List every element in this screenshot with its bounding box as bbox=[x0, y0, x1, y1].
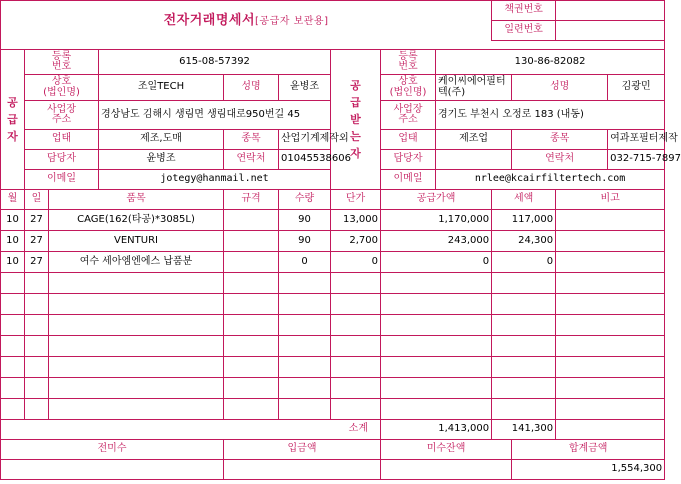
item-spec bbox=[224, 357, 279, 378]
item-qty: 0 bbox=[279, 252, 331, 273]
item-month bbox=[1, 357, 25, 378]
item-supply bbox=[381, 273, 492, 294]
item-spec bbox=[224, 273, 279, 294]
balance-label: 미수잔액 bbox=[381, 440, 512, 460]
item-spec bbox=[224, 378, 279, 399]
item-month bbox=[1, 336, 25, 357]
col-price: 단가 bbox=[331, 190, 381, 210]
buyer-addr: 경기도 부천시 오정로 183 (내동) bbox=[436, 101, 665, 130]
item-qty bbox=[279, 378, 331, 399]
item-month bbox=[1, 315, 25, 336]
item-price bbox=[331, 336, 381, 357]
buyer-name: 케이씨에어필터텍(주) bbox=[436, 75, 512, 101]
item-price: 2,700 bbox=[331, 231, 381, 252]
item-spec bbox=[224, 210, 279, 231]
item-name: CAGE(162(타공)*3085L) bbox=[49, 210, 224, 231]
item-day bbox=[25, 273, 49, 294]
buyer-addr-label: 사업장 주소 bbox=[381, 101, 436, 130]
item-month: 10 bbox=[1, 231, 25, 252]
item-name bbox=[49, 357, 224, 378]
table-row bbox=[1, 336, 665, 357]
item-qty bbox=[279, 315, 331, 336]
col-item-name: 품목 bbox=[49, 190, 224, 210]
item-tax: 0 bbox=[492, 252, 556, 273]
supplier-type-label: 업태 bbox=[25, 130, 99, 150]
item-note bbox=[556, 273, 665, 294]
buyer-email-label: 이메일 bbox=[381, 170, 436, 190]
item-spec bbox=[224, 399, 279, 420]
buyer-type: 제조업 bbox=[436, 130, 512, 150]
table-row bbox=[1, 357, 665, 378]
item-day: 27 bbox=[25, 252, 49, 273]
item-spec bbox=[224, 336, 279, 357]
item-day bbox=[25, 357, 49, 378]
item-name bbox=[49, 378, 224, 399]
item-tax bbox=[492, 273, 556, 294]
col-supply: 공급가액 bbox=[381, 190, 492, 210]
supplier-phone: 01045538606 bbox=[279, 150, 331, 170]
item-tax: 24,300 bbox=[492, 231, 556, 252]
buyer-person-label: 담당자 bbox=[381, 150, 436, 170]
item-price bbox=[331, 273, 381, 294]
item-month bbox=[1, 294, 25, 315]
item-month: 10 bbox=[1, 252, 25, 273]
supplier-email-label: 이메일 bbox=[25, 170, 99, 190]
total-value: 1,554,300 bbox=[512, 460, 665, 480]
item-day bbox=[25, 378, 49, 399]
supplier-addr-label: 사업장 주소 bbox=[25, 101, 99, 130]
item-spec bbox=[224, 315, 279, 336]
balance-value bbox=[381, 460, 512, 480]
item-name bbox=[49, 336, 224, 357]
item-qty bbox=[279, 357, 331, 378]
subtotal-label: 소계 bbox=[1, 420, 381, 440]
supplier-reg-label: 등록 번호 bbox=[25, 50, 99, 75]
subtotal-tax: 141,300 bbox=[492, 420, 556, 440]
table-row bbox=[1, 210, 665, 231]
item-supply: 0 bbox=[381, 252, 492, 273]
item-day bbox=[25, 399, 49, 420]
item-supply bbox=[381, 378, 492, 399]
col-tax: 세액 bbox=[492, 190, 556, 210]
item-spec bbox=[224, 231, 279, 252]
deposit-label: 입금액 bbox=[224, 440, 381, 460]
book-no-value bbox=[556, 1, 665, 21]
item-note bbox=[556, 399, 665, 420]
item-qty bbox=[279, 273, 331, 294]
table-row bbox=[1, 273, 665, 294]
item-tax bbox=[492, 378, 556, 399]
buyer-phone-label: 연락처 bbox=[512, 150, 608, 170]
buyer-person bbox=[436, 150, 512, 170]
col-month: 월 bbox=[1, 190, 25, 210]
buyer-name-label: 상호 (법인명) bbox=[381, 75, 436, 101]
item-price bbox=[331, 378, 381, 399]
item-supply bbox=[381, 294, 492, 315]
item-supply bbox=[381, 315, 492, 336]
item-note bbox=[556, 378, 665, 399]
buyer-item: 여과포필터제작 bbox=[608, 130, 665, 150]
buyer-side-label: 공 급 받 는 자 bbox=[331, 50, 381, 190]
item-name: VENTURI bbox=[49, 231, 224, 252]
item-tax: 117,000 bbox=[492, 210, 556, 231]
document-title bbox=[1, 1, 492, 41]
item-qty: 90 bbox=[279, 231, 331, 252]
item-note bbox=[556, 315, 665, 336]
item-day bbox=[25, 294, 49, 315]
table-row bbox=[1, 231, 665, 252]
item-tax bbox=[492, 399, 556, 420]
item-tax bbox=[492, 357, 556, 378]
buyer-phone: 032-715-7897 bbox=[608, 150, 665, 170]
item-name bbox=[49, 273, 224, 294]
table-row bbox=[1, 378, 665, 399]
supplier-email: jotegy@hanmail.net bbox=[99, 170, 331, 190]
item-rows bbox=[1, 210, 665, 420]
item-note bbox=[556, 231, 665, 252]
col-day: 일 bbox=[25, 190, 49, 210]
supplier-phone-label: 연락처 bbox=[224, 150, 279, 170]
col-note: 비고 bbox=[556, 190, 665, 210]
supplier-type: 제조,도매 bbox=[99, 130, 224, 150]
item-day bbox=[25, 315, 49, 336]
supplier-side-label: 공 급 자 bbox=[1, 50, 25, 190]
supplier-item: 산업기계제작외 bbox=[279, 130, 331, 150]
supplier-item-label: 종목 bbox=[224, 130, 279, 150]
supplier-rep: 윤병조 bbox=[279, 75, 331, 101]
item-day bbox=[25, 336, 49, 357]
item-price: 13,000 bbox=[331, 210, 381, 231]
title-sub: [공급자 보관용] bbox=[255, 15, 329, 27]
item-month bbox=[1, 399, 25, 420]
supplier-name: 조일TECH bbox=[99, 75, 224, 101]
buyer-reg-label: 등록 번호 bbox=[381, 50, 436, 75]
item-note bbox=[556, 210, 665, 231]
book-no-label: 책권번호 bbox=[492, 1, 556, 21]
buyer-type-label: 업태 bbox=[381, 130, 436, 150]
item-qty bbox=[279, 336, 331, 357]
item-price bbox=[331, 315, 381, 336]
item-note bbox=[556, 252, 665, 273]
supplier-name-label: 상호 (법인명) bbox=[25, 75, 99, 101]
total-label: 합계금액 bbox=[512, 440, 665, 460]
unpaid-label: 전미수 bbox=[1, 440, 224, 460]
item-tax bbox=[492, 294, 556, 315]
item-note bbox=[556, 336, 665, 357]
serial-no-label: 일련번호 bbox=[492, 21, 556, 41]
deposit-value bbox=[224, 460, 381, 480]
serial-no-value bbox=[556, 21, 665, 41]
buyer-email: nrlee@kcairfiltertech.com bbox=[436, 170, 665, 190]
item-name bbox=[49, 315, 224, 336]
buyer-rep: 김광민 bbox=[608, 75, 665, 101]
item-supply: 1,170,000 bbox=[381, 210, 492, 231]
supplier-person: 윤병조 bbox=[99, 150, 224, 170]
unpaid-value bbox=[1, 460, 224, 480]
buyer-reg-no: 130-86-82082 bbox=[436, 50, 665, 75]
subtotal-supply: 1,413,000 bbox=[381, 420, 492, 440]
item-month bbox=[1, 378, 25, 399]
buyer-rep-label: 성명 bbox=[512, 75, 608, 101]
item-spec bbox=[224, 252, 279, 273]
item-day: 27 bbox=[25, 210, 49, 231]
table-row bbox=[1, 294, 665, 315]
item-supply bbox=[381, 336, 492, 357]
item-qty: 90 bbox=[279, 210, 331, 231]
item-supply bbox=[381, 399, 492, 420]
table-row bbox=[1, 399, 665, 420]
item-tax bbox=[492, 315, 556, 336]
col-qty: 수량 bbox=[279, 190, 331, 210]
item-name bbox=[49, 294, 224, 315]
title-text: 전자거래명세서 bbox=[163, 12, 256, 28]
item-tax bbox=[492, 336, 556, 357]
item-spec bbox=[224, 294, 279, 315]
buyer-item-label: 종목 bbox=[512, 130, 608, 150]
subtotal-note bbox=[556, 420, 665, 440]
item-month: 10 bbox=[1, 210, 25, 231]
col-spec: 규격 bbox=[224, 190, 279, 210]
item-price bbox=[331, 294, 381, 315]
item-name bbox=[49, 399, 224, 420]
table-row bbox=[1, 315, 665, 336]
table-row bbox=[1, 252, 665, 273]
item-note bbox=[556, 294, 665, 315]
item-day: 27 bbox=[25, 231, 49, 252]
item-qty bbox=[279, 399, 331, 420]
item-price bbox=[331, 357, 381, 378]
supplier-reg-no: 615-08-57392 bbox=[99, 50, 331, 75]
item-price: 0 bbox=[331, 252, 381, 273]
supplier-person-label: 담당자 bbox=[25, 150, 99, 170]
item-price bbox=[331, 399, 381, 420]
supplier-rep-label: 성명 bbox=[224, 75, 279, 101]
item-month bbox=[1, 273, 25, 294]
item-note bbox=[556, 357, 665, 378]
item-supply bbox=[381, 357, 492, 378]
item-qty bbox=[279, 294, 331, 315]
item-supply: 243,000 bbox=[381, 231, 492, 252]
item-name: 여수 세아엠엔에스 납품분 bbox=[49, 252, 224, 273]
supplier-addr: 경상남도 김해시 생림면 생림대로950번길 45 bbox=[99, 101, 331, 130]
